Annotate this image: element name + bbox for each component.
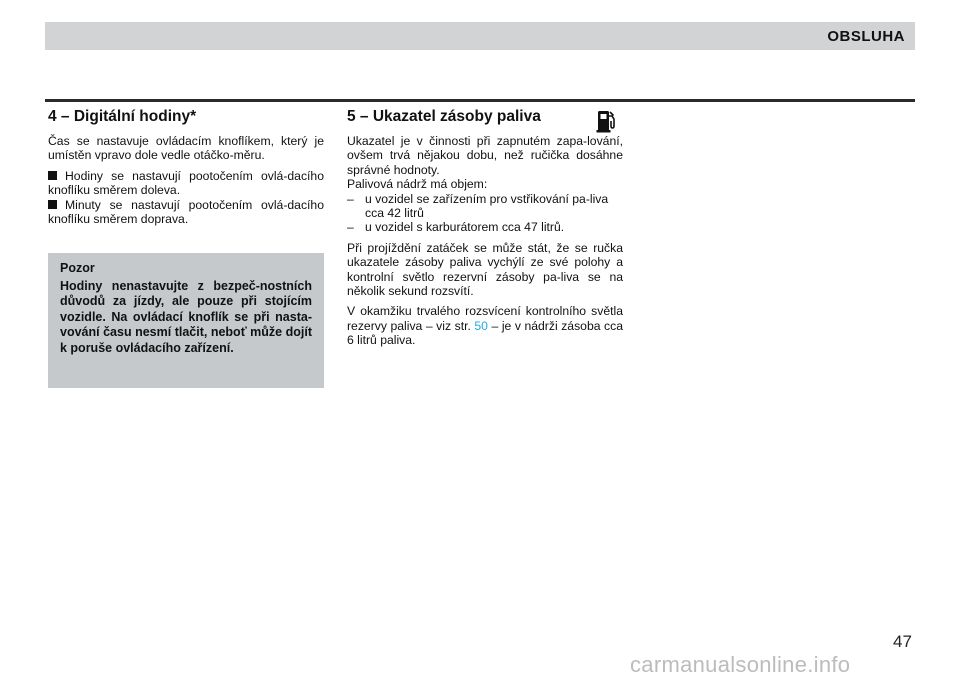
fuel-paragraph-2: Při projíždění zatáček se může stát, že se ručka ukazatele zásoby paliva vychýlí ze své polohy a kontrolní světlo rezervní zásoby pa-liva se na několik sekund rozsvítí. [347,240,623,299]
digital-clock-section [48,108,324,226]
fuel-paragraph-3: V okamžiku trvalého rozsvícení kontrolního světla rezervy paliva – viz str. 50 – je v nádrži zásoba cca 6 litrů paliva. [347,304,624,348]
fuel-gauge-section [347,108,623,348]
section-title: OBSLUHA [827,28,905,45]
warning-box [48,253,324,388]
bullet-square-icon [48,171,57,180]
fuel-pump-icon [595,108,617,134]
section-heading-fuel: 5 – Ukazatel zásoby paliva [347,108,541,125]
bullet-item: Minuty se nastavují pootočením ovlá-dacího knoflíku směrem doprava. [48,197,324,227]
bullet-square-icon [48,200,57,209]
fuel-paragraph-1: Ukazatel je v činnosti při zapnutém zapa-lování, ovšem trvá nějakou dobu, než ručička dosáhne správné hodnoty. [347,134,623,177]
tank-intro: Palivová nádrž má objem: [347,177,488,192]
warning-text: Hodiny nenastavujte z bezpeč-nostních důvodů za jízdy, ale pouze při stojícím vozidle. Na ovládací knoflík se při nasta-vování času nesmí tlačit, neboť může dojít k poruše ovládacího zařízení. [60,279,312,355]
section-heading-clock: 4 – Digitální hodiny* [48,108,197,125]
clock-intro-text: Čas se nastavuje ovládacím knoflíkem, který je umístěn vpravo dole vedle otáčko-měru. [48,134,324,163]
watermark: carmanualsonline.info [630,652,851,677]
warning-title: Pozor [60,261,95,275]
divider-rule [45,99,915,102]
bullet-item: Hodiny se nastavují pootočením ovlá-dacího knoflíku směrem doleva. [48,168,324,198]
list-item: – u vozidel se zařízením pro vstřikování pa-liva cca 42 litrů [347,191,609,221]
page-number: 47 [893,632,912,651]
header-bar [45,22,915,50]
page-link[interactable]: 50 [474,318,488,333]
list-item: – u vozidel s karburátorem cca 47 litrů. [347,220,565,235]
